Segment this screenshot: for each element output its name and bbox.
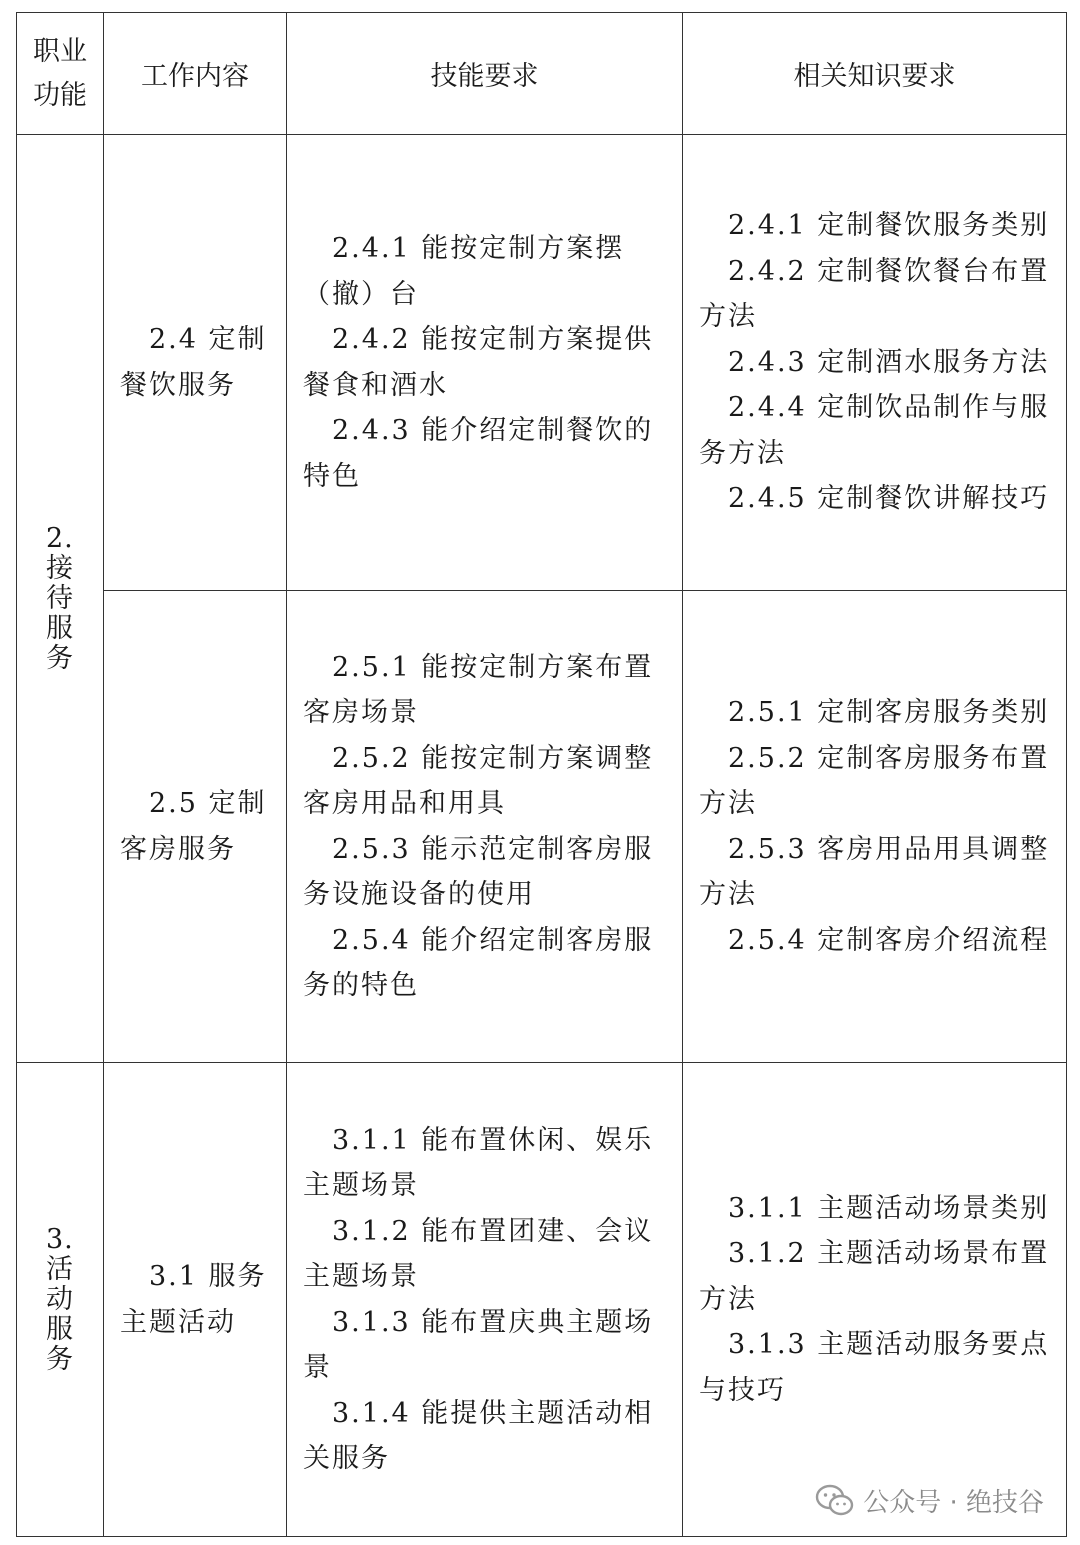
work-content-cell (104, 591, 287, 1063)
work-content-cell (104, 135, 287, 591)
knowledge-item: 2.5.1 定制客房服务类别 (728, 697, 1050, 728)
standards-table (16, 12, 1067, 1537)
knowledge-item: 2.5.4 定制客房介绍流程 (728, 924, 1050, 956)
skill-item: 3.1.3 能布置庆典主题场景 (303, 1306, 654, 1383)
knowledge-item: 3.1.3 主题活动服务要点与技巧 (699, 1329, 1050, 1406)
header-knowledge: 相关知识要求 (683, 13, 1067, 135)
header-function-line1: 职业 (33, 35, 87, 67)
function-label: 3. 活 动 服 务 (46, 1223, 74, 1375)
work-content-cell (104, 1063, 287, 1537)
function-cell (17, 135, 104, 1063)
knowledge-item: 3.1.2 主题活动场景布置方法 (699, 1238, 1050, 1315)
work-content: 2.5 定制客房服务 (120, 788, 267, 865)
header-skills: 技能要求 (287, 13, 683, 135)
knowledge-item: 2.4.5 定制餐饮讲解技巧 (728, 483, 1050, 515)
function-cell (17, 1063, 104, 1537)
skill-item: 2.5.4 能介绍定制客房服务的特色 (303, 924, 654, 1001)
knowledge-item: 2.5.2 定制客房服务布置方法 (699, 742, 1050, 819)
knowledge-cell (683, 135, 1067, 591)
header-function-line2: 功能 (33, 79, 87, 111)
knowledge-item: 3.1.1 主题活动场景类别 (728, 1192, 1050, 1224)
table-row (17, 1063, 1067, 1537)
skill-item: 2.5.1 能按定制方案布置客房场景 (303, 651, 654, 728)
skills-cell (287, 1063, 683, 1537)
skill-item: 2.4.2 能按定制方案提供餐食和酒水 (303, 324, 654, 401)
skills-cell (287, 591, 683, 1063)
skill-item: 3.1.1 能布置休闲、娱乐主题场景 (303, 1124, 654, 1201)
header-function (17, 13, 104, 135)
knowledge-item: 2.4.3 定制酒水服务方法 (728, 346, 1050, 378)
skill-item: 3.1.2 能布置团建、会议主题场景 (303, 1215, 654, 1292)
skill-item: 2.5.3 能示范定制客房服务设施设备的使用 (303, 833, 654, 910)
table-row (17, 591, 1067, 1063)
header-work: 工作内容 (104, 13, 287, 135)
knowledge-cell (683, 1063, 1067, 1537)
work-content: 2.4 定制餐饮服务 (120, 324, 267, 401)
knowledge-item: 2.4.1 定制餐饮服务类别 (728, 210, 1050, 242)
header-row (17, 13, 1067, 135)
watermark (815, 1482, 1044, 1519)
skill-item: 3.1.4 能提供主题活动相关服务 (303, 1397, 654, 1474)
watermark-text: 公众号 · 绝技谷 (863, 1488, 1044, 1518)
skill-item: 2.4.1 能按定制方案摆（撤）台 (303, 233, 625, 310)
knowledge-cell (683, 591, 1067, 1063)
table-row (17, 135, 1067, 591)
knowledge-item: 2.4.4 定制饮品制作与服务方法 (699, 392, 1050, 469)
skill-item: 2.5.2 能按定制方案调整客房用品和用具 (303, 742, 654, 819)
knowledge-item: 2.4.2 定制餐饮餐台布置方法 (699, 255, 1050, 333)
skill-item: 2.4.3 能介绍定制餐饮的特色 (303, 415, 654, 492)
knowledge-item: 2.5.3 客房用品用具调整方法 (699, 833, 1050, 910)
function-label: 2. 接 待 服 务 (46, 522, 74, 674)
skills-cell (287, 135, 683, 591)
wechat-icon (815, 1484, 855, 1518)
work-content: 3.1 服务主题活动 (120, 1261, 267, 1338)
